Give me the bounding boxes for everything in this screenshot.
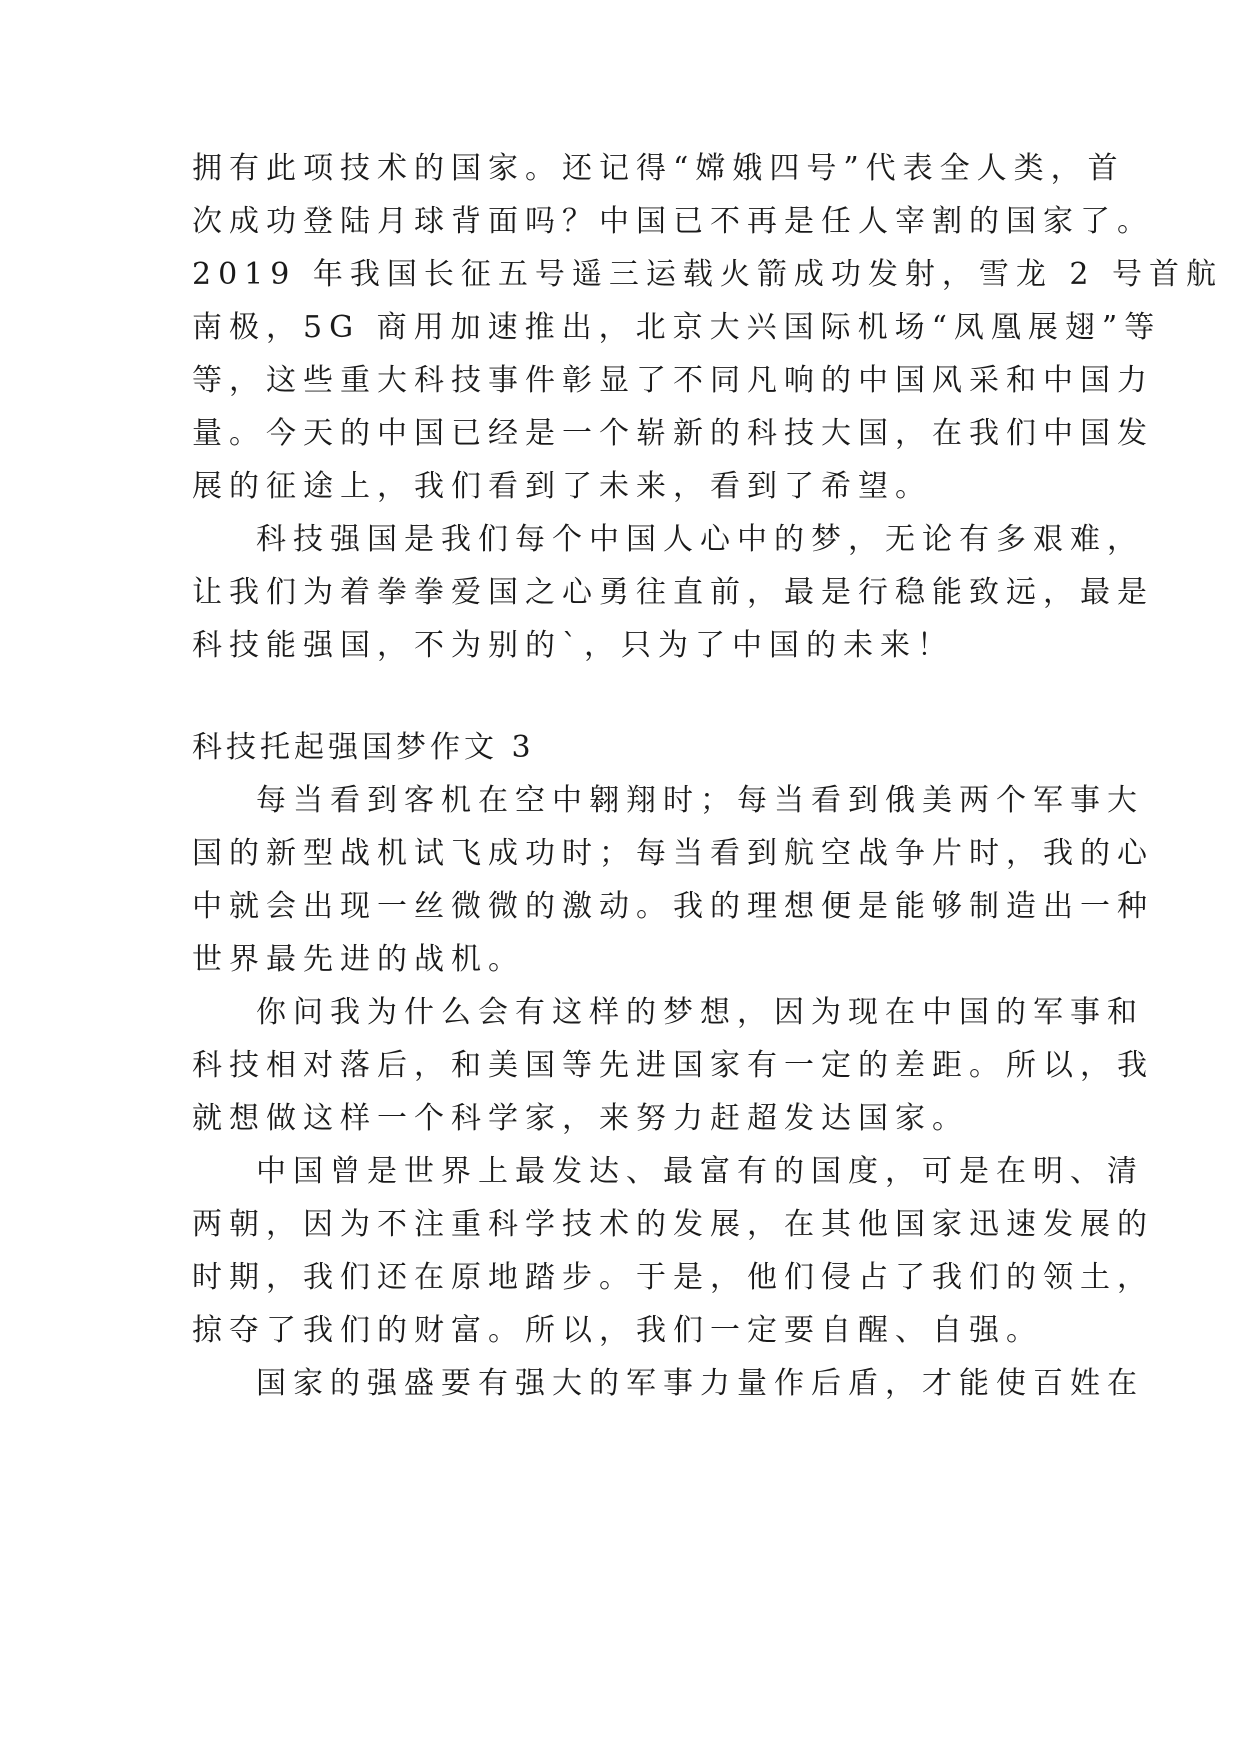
text-line: 每当看到客机在空中翱翔时；每当看到俄美两个军事大	[256, 783, 1144, 818]
text-line: 时期，我们还在原地踏步。于是，他们侵占了我们的领土，	[192, 1260, 1154, 1295]
text-line: 等，这些重大科技事件彰显了不同凡响的中国风采和中国力	[192, 363, 1154, 398]
text-line: 次成功登陆月球背面吗？中国已不再是任人宰割的国家了。	[192, 204, 1154, 239]
text-line: 就想做这样一个科学家，来努力赶超发达国家。	[192, 1101, 969, 1136]
text-line: 你问我为什么会有这样的梦想，因为现在中国的军事和	[256, 995, 1144, 1030]
text-line: 科技相对落后，和美国等先进国家有一定的差距。所以，我	[192, 1048, 1154, 1083]
text-line: 中就会出现一丝微微的激动。我的理想便是能够制造出一种	[192, 889, 1154, 924]
text-line: 南极，5G 商用加速推出，北京大兴国际机场“凤凰展翅”等	[192, 310, 1162, 345]
text-line: 让我们为着拳拳爱国之心勇往直前，最是行稳能致远，最是	[192, 575, 1154, 610]
text-line: 拥有此项技术的国家。还记得“嫦娥四号”代表全人类，首	[192, 151, 1125, 186]
text-line: 中国曾是世界上最发达、最富有的国度，可是在明、清	[256, 1154, 1144, 1189]
text-line: 两朝，因为不注重科学技术的发展，在其他国家迅速发展的	[192, 1207, 1154, 1242]
text-line: 世界最先进的战机。	[192, 942, 525, 977]
section-heading: 科技托起强国梦作文 3	[192, 730, 535, 765]
text-line: 展的征途上，我们看到了未来，看到了希望。	[192, 469, 932, 504]
text-line: 2019 年我国长征五号遥三运载火箭成功发射，雪龙 2 号首航	[192, 257, 1224, 292]
text-line: 科技强国是我们每个中国人心中的梦，无论有多艰难，	[256, 522, 1144, 557]
text-line: 量。今天的中国已经是一个崭新的科技大国，在我们中国发	[192, 416, 1154, 451]
text-line: 掠夺了我们的财富。所以，我们一定要自醒、自强。	[192, 1313, 1043, 1348]
text-line: 国家的强盛要有强大的军事力量作后盾，才能使百姓在	[256, 1366, 1144, 1401]
text-line: 科技能强国，不为别的`，只为了中国的未来！	[192, 628, 954, 663]
text-line: 国的新型战机试飞成功时；每当看到航空战争片时，我的心	[192, 836, 1154, 871]
